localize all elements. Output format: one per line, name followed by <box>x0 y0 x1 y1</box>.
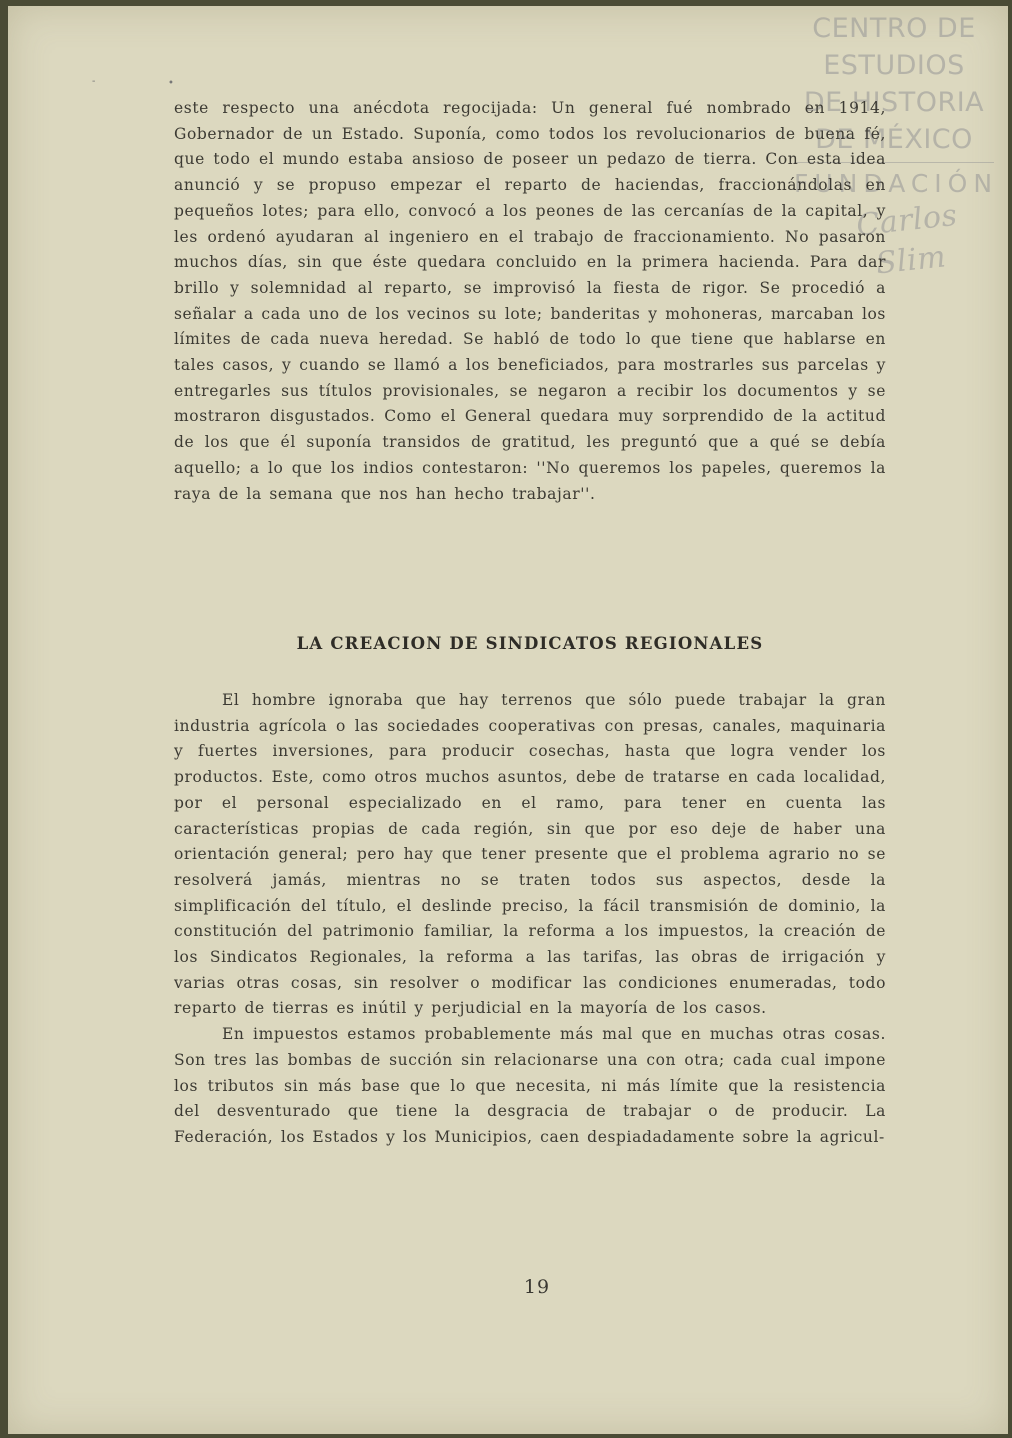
body-text-top <box>174 96 886 507</box>
body-text-section <box>174 688 886 1151</box>
watermark-line-4: DE MÉXICO <box>815 124 973 155</box>
page-number: 19 <box>523 1276 551 1298</box>
scan-speck: - <box>92 76 96 87</box>
section-heading: LA CREACION DE SINDICATOS REGIONALES <box>296 634 764 653</box>
paragraph-agrarian-problem: El hombre ignoraba que hay terrenos que sólo puede trabajar la gran industria agrícola o las sociedades cooperativas con presas, canales, maquinaria y fuertes inversiones, para producir cosechas, hasta que logra vender los productos. Este, como otros muchos asuntos, debe de tratarse en cada localidad, por el personal especializado en el ramo, para tener en cuenta las características propias de cada región, sin que por eso deje de haber una orientación general; pero hay que tener presente que el problema agrario no se resolverá jamás, mientras no se traten todos sus aspectos, desde la simplificación del título, el deslinde preciso, la fácil transmisión de dominio, la constitución del patrimonio familiar, la reforma a los impuestos, la creación de los Sindicatos Regionales, la reforma a las tarifas, las obras de irrigación y varias otras cosas, sin resolver o modificar las condiciones enumeradas, todo reparto de tierras es inútil y perjudicial en la mayoría de los casos. <box>174 691 886 1018</box>
document-page <box>8 6 1008 1434</box>
paragraph-anecdote: este respecto una anécdota regocijada: Un general fué nombrado en 1914, Gobernador de un Estado. Suponía, como todos los revolucionarios de buena fé, que todo el mundo estaba ansioso de poseer un pedazo de tierra. Con esta idea anunció y se propuso empezar el reparto de haciendas, fraccionándolas en pequeños lotes; para ello, convocó a los peones de las cercanías de la capital, y les ordenó ayudaran al ingeniero en el trabajo de fraccionamiento. No pasaron muchos días, sin que éste quedara concluido en la primera hacienda. Para dar brillo y solemnidad al reparto, se improvisó la fiesta de rigor. Se procedió a señalar a cada uno de los vecinos su lote; banderitas y mohoneras, marcaban los límites de cada nueva heredad. Se habló de todo lo que tiene que hablarse en tales casos, y cuando se llamó a los beneficiados, para mostrarles sus parcelas y entregarles sus títulos provisionales, se negaron a recibir los documentos y se mostraron disgustados. Como el General quedara muy sorprendido de la actitud de los que él suponía transidos de gratitud, les preguntó que a qué se debía aquello; a lo que los indios contestaron: ''No queremos los papeles, queremos la raya de la semana que nos han hecho trabajar''. <box>174 99 886 503</box>
paragraph-taxes: En impuestos estamos probablemente más mal que en muchas otras cosas. Son tres las bombas de succión sin relacionarse una con otra; cada cual impone los tributos sin más base que lo que necesita, ni más límite que la resistencia del desventurado que tiene la desgracia de trabajar o de producir. La Federación, los Estados y los Municipios, caen despiadadamente sobre la agricul- <box>174 1025 886 1146</box>
scan-speck: • <box>168 78 174 89</box>
watermark-foundation: FUNDACIÓN <box>794 169 999 198</box>
watermark-signature: Carlos Slim <box>854 197 960 282</box>
watermark-line-2: ESTUDIOS <box>823 50 965 81</box>
watermark-line-1: CENTRO DE <box>812 13 976 44</box>
watermark-line-3: DE HISTORIA <box>803 87 985 118</box>
